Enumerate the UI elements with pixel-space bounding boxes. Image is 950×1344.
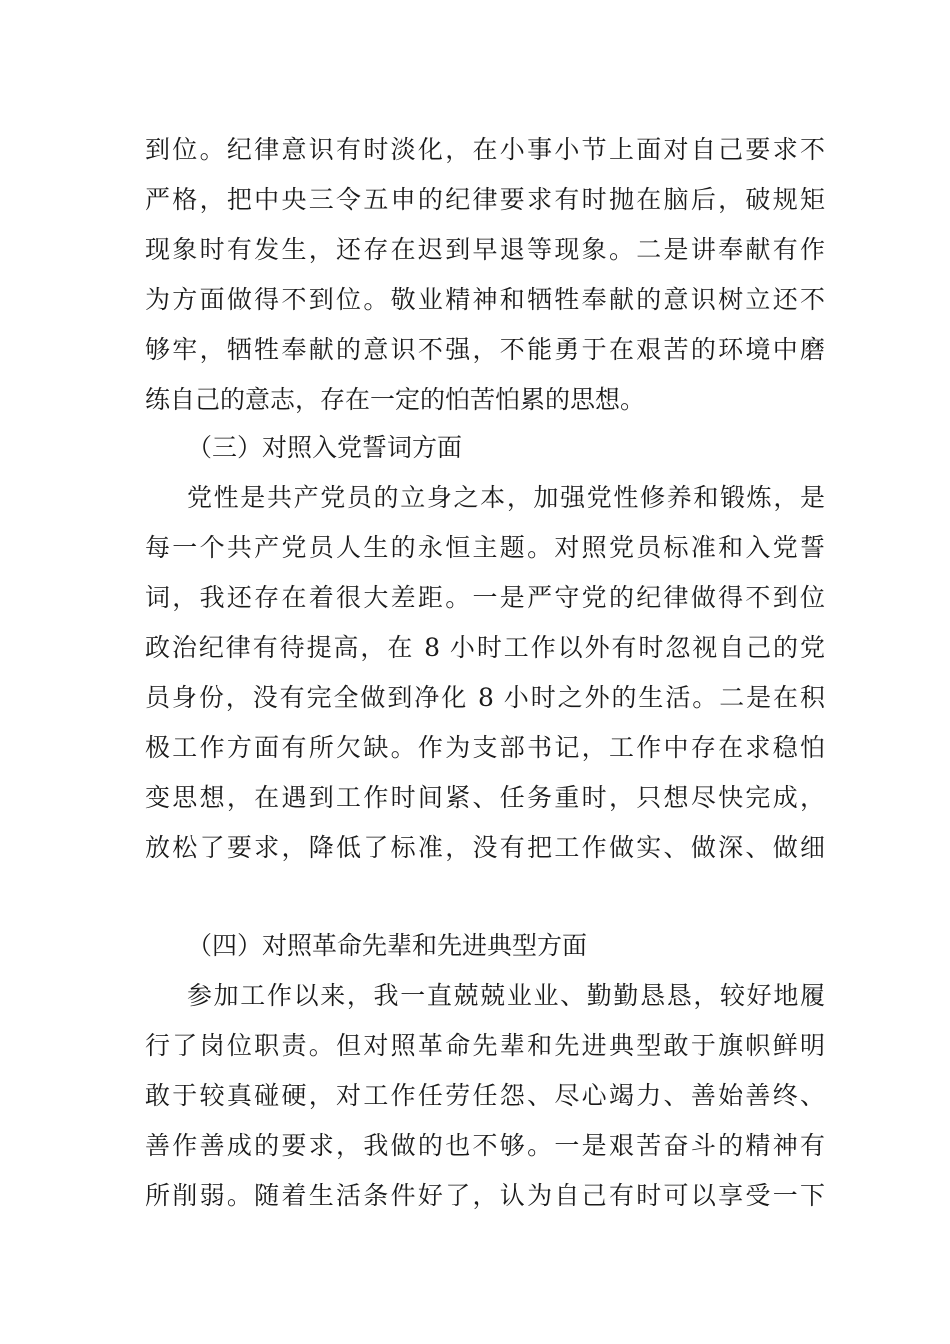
body-text-line: 极工作方面有所欠缺。作为支部书记，工作中存在求稳怕 [145,733,825,762]
section-heading-3: （三）对照入党誓词方面 [187,433,463,462]
body-text-line: 放松了要求，降低了标准，没有把工作做实、做深、做细 [145,833,825,862]
body-text-line: 员身份，没有完全做到净化 8 小时之外的生活。二是在积 [145,683,825,712]
body-text-line: 党性是共产党员的立身之本，加强党性修养和锻炼，是 [187,483,825,512]
body-text-line: 词，我还存在着很大差距。一是严守党的纪律做得不到位 [145,583,825,612]
body-text-line: 变思想，在遇到工作时间紧、任务重时，只想尽快完成， [145,783,825,812]
body-text-line: 所削弱。随着生活条件好了，认为自己有时可以享受一下 [145,1181,825,1210]
body-text-line: 敢于较真碰硬，对工作任劳任怨、尽心竭力、善始善终、 [145,1081,825,1110]
body-text-line: 练自己的意志，存在一定的怕苦怕累的思想。 [145,385,646,414]
body-text-line: 到位。纪律意识有时淡化，在小事小节上面对自己要求不 [145,135,825,164]
body-text-line: 每一个共产党员人生的永恒主题。对照党员标准和入党誓 [145,533,825,562]
body-text-line: 够牢，牺牲奉献的意识不强，不能勇于在艰苦的环境中磨 [145,335,825,364]
body-text-line: 行了岗位职责。但对照革命先辈和先进典型敢于旗帜鲜明 [145,1031,825,1060]
body-text-line: 严格，把中央三令五申的纪律要求有时抛在脑后，破规矩 [145,185,825,214]
body-text-line: 政治纪律有待提高，在 8 小时工作以外有时忽视自己的党 [145,633,825,662]
section-heading-4: （四）对照革命先辈和先进典型方面 [187,931,588,960]
body-text-line: 为方面做得不到位。敬业精神和牺牲奉献的意识树立还不 [145,285,825,314]
body-text-line: 参加工作以来，我一直兢兢业业、勤勤恳恳，较好地履 [187,981,825,1010]
body-text-line: 现象时有发生，还存在迟到早退等现象。二是讲奉献有作 [145,235,825,264]
body-text-line: 善作善成的要求，我做的也不够。一是艰苦奋斗的精神有 [145,1131,825,1160]
